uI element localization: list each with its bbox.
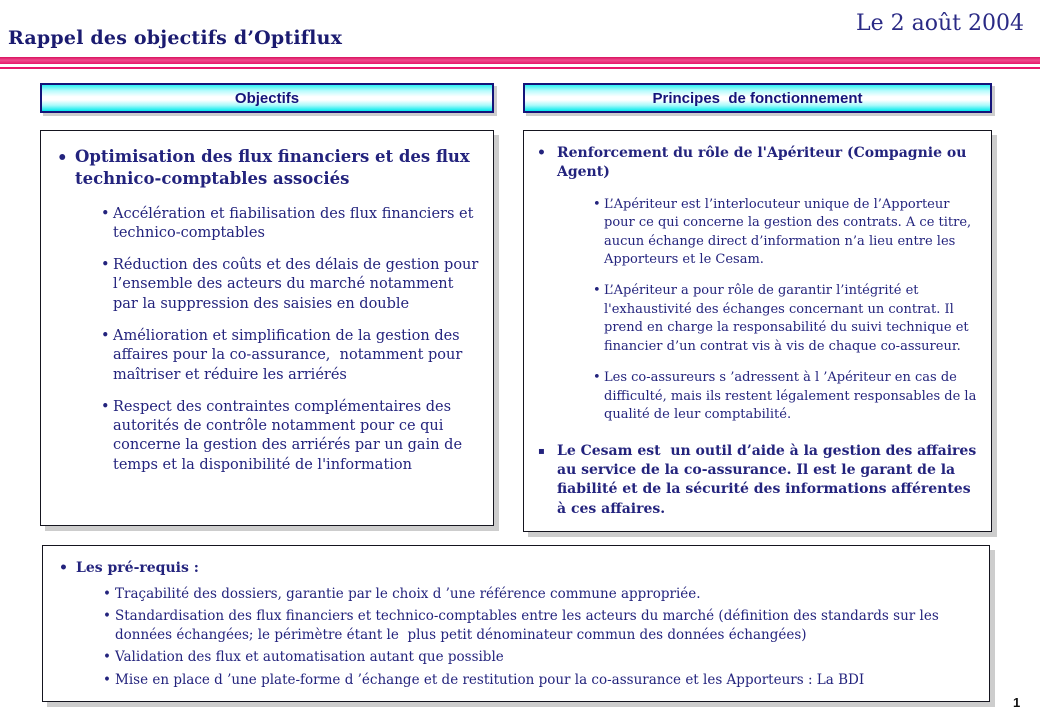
bullet-item: [103, 648, 975, 667]
bullet-item: [101, 205, 481, 244]
bullet-item: [533, 442, 981, 519]
bullet-item: [57, 146, 481, 190]
bullet-marker: •: [103, 649, 111, 666]
bullet-marker: •: [593, 196, 601, 212]
bullet-text: Réduction des coûts et des délais de gestion pour l’ensemble des acteurs du marché notamment par la suppression des saisies en double: [113, 257, 483, 312]
bullet-text: Le Cesam est un outil d’aide à la gestion des affaires au service de la co-assurance. Il est le garant de la fiabilité et de la sécurité des informations afférentes à ces affaires.: [557, 442, 982, 517]
bullet-item: [101, 256, 481, 314]
bullet-item: [101, 398, 481, 475]
bullet-text: Validation des flux et automatisation autant que possible: [115, 649, 504, 666]
bullet-text: L’Apériteur a pour rôle de garantir l’intégrité et l'exhaustivité des échanges concernant un contrat. Il prend en charge la responsabilité du suivi technique et financier d’un contrat vis à vis de chaque co-assureur.: [604, 283, 973, 354]
principes-panel: [523, 130, 992, 532]
page-title: Rappel des objectifs d’Optiflux: [8, 27, 343, 49]
page-number: 1: [1013, 695, 1021, 710]
bullet-text: Standardisation des flux financiers et technico-comptables entre les acteurs du marché (définition des standards sur les données échangées; le périmètre étant le plus petit dénominateur commun des données échangées): [115, 608, 944, 644]
bullet-marker: •: [59, 560, 68, 576]
prerequis-panel: [42, 545, 990, 702]
bullet-item: [103, 607, 975, 645]
separator-thick-line: [0, 57, 1040, 64]
bullet-item: [101, 327, 481, 385]
bullet-marker: •: [103, 671, 111, 688]
principes-header: Principes de fonctionnement: [523, 83, 992, 113]
separator-thin-line: [0, 67, 1040, 69]
bullet-item: [533, 144, 981, 183]
bullet-item: [593, 282, 981, 356]
bullet-marker: •: [103, 608, 111, 625]
bullet-marker: •: [101, 205, 110, 222]
bullet-text: Renforcement du rôle de l'Apériteur (Compagnie ou Agent): [557, 145, 972, 181]
bullet-item: [593, 369, 981, 424]
bullet-marker: •: [101, 398, 110, 415]
bullet-text: Traçabilité des dossiers, garantie par le choix d ’une référence commune appropriée.: [115, 585, 701, 602]
bullet-text: Respect des contraintes complémentaires des autorités de contrôle notamment pour ce qui concerne la gestion des arriérés par un gain de temps et la disponibilité de l'information: [113, 398, 467, 473]
bullet-marker: •: [103, 585, 111, 602]
bullet-marker: •: [101, 257, 110, 274]
bullet-marker: ▪: [538, 445, 545, 457]
title-separator: [0, 57, 1040, 69]
bullet-item: [103, 585, 975, 604]
bullet-text: Amélioration et simplification de la gestion des affaires pour la co-assurance, notamment pour maîtriser et réduire les arriérés: [113, 327, 467, 383]
page-date: Le 2 août 2004: [856, 11, 1024, 36]
bullet-text: L’Apériteur est l’interlocuteur unique de l’Apporteur pour ce qui concerne la gestion des contrats. A ce titre, aucun échange direct d’information n’a lieu entre les Apporteurs et le Cesam.: [604, 196, 976, 267]
objectifs-panel: [40, 130, 494, 526]
bullet-marker: •: [57, 148, 68, 167]
bullet-text: Mise en place d ’une plate-forme d ’échange et de restitution pour la co-assurance et les Apporteurs : La BDI: [115, 671, 865, 688]
bullet-item: [593, 196, 981, 270]
bullet-text: Accélération et fiabilisation des flux financiers et technico-comptables: [113, 205, 479, 241]
bullet-item: [56, 559, 975, 578]
bullet-marker: •: [537, 145, 546, 161]
bullet-marker: •: [593, 370, 601, 386]
bullet-text: Les pré-requis :: [76, 560, 199, 576]
bullet-marker: •: [101, 327, 110, 344]
objectifs-header: Objectifs: [40, 83, 494, 113]
bullet-marker: •: [593, 283, 601, 299]
bullet-text: Optimisation des flux financiers et des flux technico-comptables associés: [75, 147, 476, 188]
bullet-item: [103, 671, 975, 690]
bullet-text: Les co-assureurs s ’adressent à l ’Apériteur en cas de difficulté, mais ils restent légalement responsables de la qualité de leur comptabilité.: [604, 370, 981, 423]
